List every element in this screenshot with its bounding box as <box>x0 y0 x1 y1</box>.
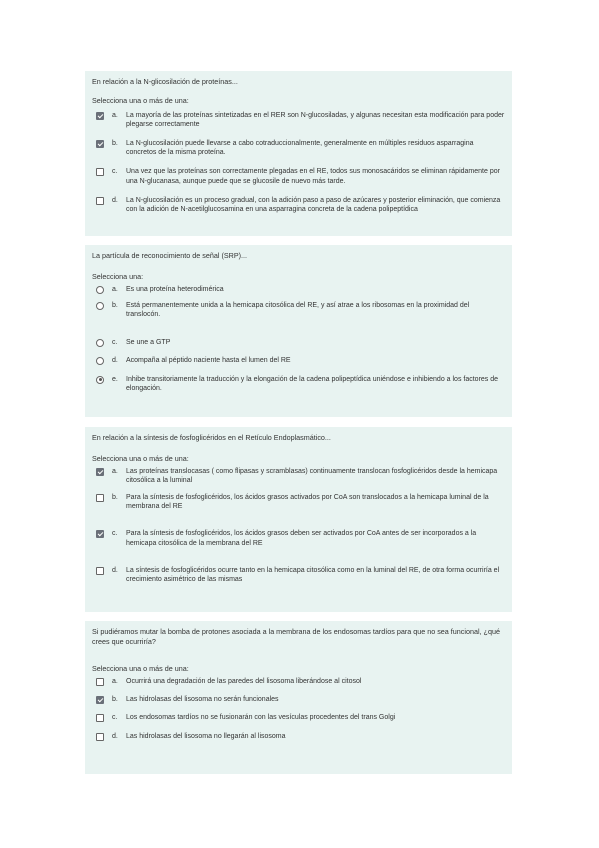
checkbox[interactable] <box>96 494 104 502</box>
option-d[interactable] <box>92 732 505 741</box>
option-letter: a. <box>112 678 118 685</box>
question-prompt: Selecciona una o más de una: <box>92 664 189 673</box>
option-text: La síntesis de fosfoglicéridos ocurre tanto en la hemicapa citosólica como en la luminal del RE, de otra forma ocurriría el crecimiento asimétrico de las mismas <box>126 566 500 583</box>
question-card-3 <box>85 427 512 612</box>
checkbox[interactable] <box>96 168 104 176</box>
option-letter: b. <box>112 301 118 309</box>
question-text: En relación a la síntesis de fosfoglicéridos en el Retículo Endoplasmático... <box>92 433 331 442</box>
option-a[interactable] <box>92 677 505 686</box>
option-text: La mayoría de las proteínas sintetizadas en el RER son N-glucosiladas, y algunas necesitan esta modificación para poder plegarse correctamente <box>126 111 505 128</box>
question-prompt: Selecciona una o más de una: <box>92 95 189 105</box>
option-text: Es una proteína heterodimérica <box>126 285 224 293</box>
option-text: Las hidrolasas del lisosoma no llegarán al lisosoma <box>126 732 286 740</box>
option-text: Las hidrolasas del lisosoma no serán funcionales <box>126 696 279 704</box>
option-b[interactable] <box>92 139 505 157</box>
question-card-1 <box>85 71 512 236</box>
checkbox-checked[interactable] <box>96 140 104 148</box>
option-d[interactable] <box>92 566 505 584</box>
option-letter: d. <box>112 196 118 204</box>
option-letter: c. <box>112 530 118 538</box>
question-prompt: Selecciona una: <box>92 271 144 281</box>
option-letter: d. <box>112 357 118 365</box>
option-c[interactable] <box>92 713 505 722</box>
option-letter: a. <box>112 467 118 475</box>
radio-button[interactable] <box>96 339 104 347</box>
option-b[interactable] <box>92 301 505 319</box>
question-card-4 <box>85 621 512 774</box>
checkbox-checked[interactable] <box>96 112 104 120</box>
option-text: La N-glucosilación es un proceso gradual, con la adición paso a paso de azúcares y posterior eliminación, que comienza con la adición de N-acetilglucosamina en una asparragina concreta de la cadena polipeptídica <box>126 196 501 213</box>
option-d[interactable] <box>92 356 505 365</box>
radio-button-selected[interactable] <box>96 376 104 384</box>
checkbox[interactable] <box>96 678 104 686</box>
checkbox-checked[interactable] <box>96 530 104 538</box>
option-letter: c. <box>112 714 118 722</box>
question-text: Si pudiéramos mutar la bomba de protones asociada a la membrana de los endosomas tardíos para que no sea funcional, ¿qué crees que ocurriría? <box>92 627 500 646</box>
option-text: Para la síntesis de fosfoglicéridos, los ácidos grasos activados por CoA son translocados a la hemicapa luminal de la membrana del RE <box>126 493 489 511</box>
checkbox[interactable] <box>96 733 104 741</box>
checkbox-checked[interactable] <box>96 468 104 476</box>
option-a[interactable] <box>92 285 505 294</box>
option-b[interactable] <box>92 695 505 704</box>
option-letter: b. <box>112 139 118 147</box>
option-letter: d. <box>112 732 118 740</box>
option-letter: b. <box>112 493 118 501</box>
radio-button[interactable] <box>96 302 104 310</box>
option-text: La N-glucosilación puede llevarse a cabo cotraduccionalmente, generalmente en múltiples residuos asparragina concretos de la misma proteína. <box>126 139 474 157</box>
option-text: Inhibe transitoriamente la traducción y la elongación de la cadena polipeptídica uniéndose e inhibiendo a los factores de elongación. <box>126 375 499 392</box>
option-letter: d. <box>112 566 118 574</box>
option-text: Está permanentemente unida a la hemicapa citosólica del RE, y así atrae a los ribosomas en la proximidad del translocón. <box>126 301 470 318</box>
checkbox[interactable] <box>96 567 104 575</box>
option-letter: a. <box>112 285 118 293</box>
option-d[interactable] <box>92 196 505 214</box>
option-c[interactable] <box>92 529 505 547</box>
option-e[interactable] <box>92 375 505 393</box>
option-text: Ocurrirá una degradación de las paredes del lisosoma liberándose al citosol <box>126 678 362 685</box>
option-letter: c. <box>112 339 118 347</box>
option-a[interactable] <box>92 111 505 129</box>
question-text: La partícula de reconocimiento de señal (SRP)... <box>92 251 248 260</box>
option-letter: e. <box>112 375 118 383</box>
option-letter: c. <box>112 168 118 176</box>
radio-button[interactable] <box>96 286 104 294</box>
checkbox[interactable] <box>96 714 104 722</box>
option-text: Acompaña al péptido naciente hasta el lumen del RE <box>126 357 291 365</box>
option-c[interactable] <box>92 167 505 185</box>
checkbox-checked[interactable] <box>96 696 104 704</box>
option-text: Para la síntesis de fosfoglicéridos, los ácidos grasos deben ser activados por CoA antes de ser incorporados a la hemicapa citosólica de la membrana del RE <box>126 530 477 547</box>
option-text: Se une a GTP <box>126 339 171 347</box>
checkbox[interactable] <box>96 197 104 205</box>
question-prompt: Selecciona una o más de una: <box>92 453 189 463</box>
option-b[interactable] <box>92 493 505 511</box>
option-letter: b. <box>112 696 118 704</box>
option-text: Los endosomas tardíos no se fusionarán con las vesículas procedentes del trans Golgi <box>126 714 396 722</box>
option-c[interactable] <box>92 338 505 347</box>
radio-button[interactable] <box>96 357 104 365</box>
option-a[interactable] <box>92 467 505 485</box>
option-text: Las proteínas translocasas ( como flipasas y scramblasas) continuamente translocan fosfoglicéridos desde la hemicapa citosólica a la luminal <box>126 467 498 484</box>
question-text: En relación a la N-glicosilación de proteínas... <box>92 77 238 86</box>
option-text: Una vez que las proteínas son correctamente plegadas en el RE, todos sus monosacáridos se eliminan rápidamente por una N-glucanasa, aunque puede que se glucosile de nuevo más tarde. <box>126 168 500 185</box>
question-card-2 <box>85 245 512 417</box>
option-letter: a. <box>112 111 118 119</box>
